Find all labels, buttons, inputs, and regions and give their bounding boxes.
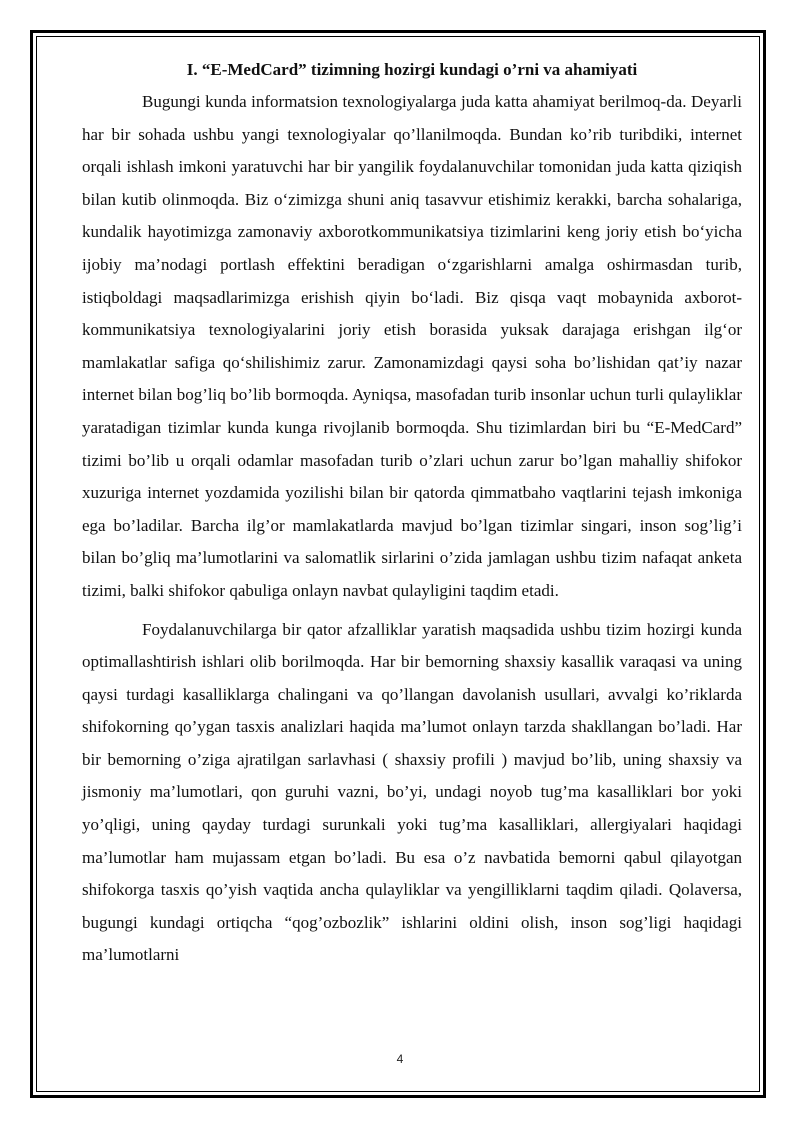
section-title: I. “E-MedCard” tizimning hozirgi kundagi o’rni va ahamiyati <box>186 60 638 79</box>
page-number: 4 <box>396 1052 404 1066</box>
page-content <box>82 54 742 972</box>
paragraph-1: Bugungi kunda informatsion texnologiyalarga juda katta ahamiyat berilmoq-da. Deyarli har bir sohada ushbu yangi texnologiyalar qo’llanilmoqda. Bundan ko’rib turibdiki, internet orqali ishlash imkoni yaratuvchi har bir yangilik foydalanuvchilar tomonidan juda katta qiziqish bilan kutib olinmoqda. Biz o‘zimizga shuni aniq tasavvur etishimiz kerakki, barcha sohalariga, kundalik hayotimizga zamonaviy axborotkommunikatsiya tizimlarini keng joriy etish bo‘yicha ijobiy ma’nodagi portlash effektini beradigan o‘zgarishlarni amalga oshirmasdan turib, istiqboldagi maqsadlarimizga erishish qiyin bo‘ladi. Biz qisqa vaqt mobaynida axborot-kommunikatsiya texnologiyalarini joriy etish borasida yuksak darajaga erishgan ilg‘or mamlakatlar safiga qo‘shilishimiz zarur. Zamonamizdagi qaysi soha bo’lishidan qat’iy nazar internet bilan bog’liq bo’lib bormoqda. Ayniqsa, masofadan turib insonlar uchun turli qulayliklar yaratadigan tizimlar kunda kunga rivojlanib bormoqda. Shu tizimlardan biri bu “E-MedCard” tizimi bo’lib u orqali odamlar masofadan turib o’zlari uchun zarur bo’lgan mahalliy shifokor xuzuriga internet yozdamida yozilishi bilan bir qatorda qimmatbaho vaqtlarini tejash imkoniga ega bo’ladilar. Barcha ilg’or mamlakatlarda mavjud bo’lgan tizimlar singari, inson sog’lig’i bilan bo’gliq ma’lumotlarini va salomatlik sirlarini o’zida jamlagan ushbu tizim nafaqat anketa tizimi, balki shifokor qabuliga onlayn navbat qulayligini taqdim etadi. <box>82 92 742 600</box>
paragraph-2: Foydalanuvchilarga bir qator afzalliklar yaratish maqsadida ushbu tizim hozirgi kunda optimallashtirish ishlari olib borilmoqda. Har bir bemorning shaxsiy kasallik varaqasi va uning qaysi turdagi kasalliklarga chalingani va qo’llangan davolanish usullari, avvalgi ko’riklarda shifokorning qo’ygan tasxis analizlari haqida ma’lumot onlayn tarzda shakllangan bo’ladi. Har bir bemorning o’ziga ajratilgan sarlavhasi ( shaxsiy profili ) mavjud bo’lib, uning shaxsiy va jismoniy ma’lumotlari, qon guruhi vazni, bo’yi, undagi noyob tug’ma kasalliklari bor yoki yo’qligi, uning qayday turdagi surunkali yoki tug’ma kasalliklari, allergiyalari haqidagi ma’lumotlar ham mujassam etgan bo’ladi. Bu esa o’z navbatida bemorni qabul qilayotgan shifokorga tasxis qo’yish vaqtida ancha qulayliklar va yengilliklarni taqdim qiladi. Qolaversa, bugungi kundagi ortiqcha “qog’ozbozlik” ishlarini oldini olish, inson sog’ligi haqidagi ma’lumotlarni <box>82 619 742 965</box>
